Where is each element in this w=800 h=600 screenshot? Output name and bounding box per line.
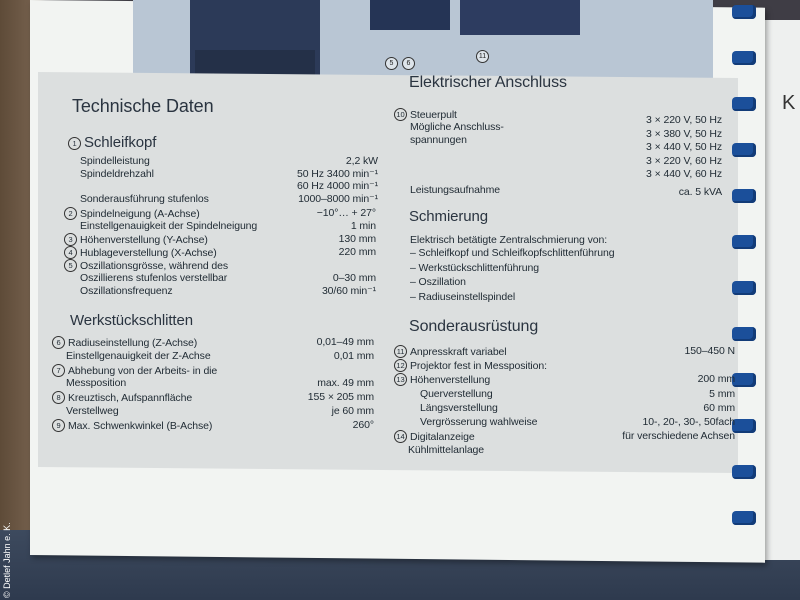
schmierung-item: – Werkstückschlittenführung: [410, 261, 540, 274]
spannung-value: 3 × 440 V, 60 Hz: [646, 168, 722, 180]
steuerpult-line-2: Mögliche Anschluss-: [410, 121, 504, 133]
machine-unit: [370, 0, 450, 30]
werkstueck-item-label: [52, 391, 192, 404]
spec-item-label: [64, 207, 200, 220]
heading-schleifkopf: [68, 134, 156, 151]
label-text: Längsverstellung: [420, 401, 498, 414]
sonder-item-label: [394, 345, 507, 358]
werkstueck-item-label: [52, 336, 197, 349]
binding-ring: [732, 189, 756, 203]
sonder-item-value: für verschiedene Achsen: [622, 430, 735, 443]
werkstueck-item-label: [66, 405, 119, 417]
section-title-technische-daten: Technische Daten: [72, 96, 214, 116]
label-text: Projektor fest in Messposition:: [410, 360, 547, 373]
spec-item-value: 220 mm: [338, 246, 376, 258]
label-text: Spindeldrehzahl: [80, 167, 154, 180]
item-number: 9: [52, 419, 65, 432]
label-text: Spindelleistung: [80, 155, 150, 167]
schmierung-item: – Schleifkopf und Schleifkopfschlittenführung: [410, 247, 615, 259]
label-text: Oszillierens stufenlos verstellbar: [80, 272, 228, 284]
binding-ring: [732, 511, 756, 525]
spec-item-value: −10°… + 27°: [316, 207, 376, 219]
sonder-item-label: [420, 416, 537, 428]
schmierung-item: – Radiuseinstellspindel: [410, 290, 516, 303]
label-text: Sonderausführung stufenlos: [80, 192, 209, 205]
steuerpult-line: Steuerpult: [410, 109, 457, 121]
schleifkopf-row-value: 2,2 kW: [345, 155, 378, 167]
schleifkopf-row-value: 1000–8000 min⁻¹: [298, 192, 378, 205]
label-text: Messposition: [66, 377, 127, 390]
spannung-value: 3 × 380 V, 50 Hz: [646, 127, 722, 140]
label-text: Höhenverstellung (Y-Achse): [80, 234, 208, 246]
spec-item-label: [80, 220, 257, 232]
label-text: Spindelneigung (A-Achse): [80, 208, 200, 220]
binding-ring: [732, 465, 756, 479]
label-text: Oszillationsgrösse, während des: [80, 260, 229, 272]
binding-ring: [732, 143, 756, 157]
spec-item-label: [64, 246, 217, 259]
werkstueck-item-value: 0,01 mm: [333, 349, 374, 362]
schleifkopf-row-value: 50 Hz 3400 min⁻¹: [297, 167, 378, 180]
label-text: Kreuztisch, Aufspannfläche: [68, 392, 193, 405]
label-text: Hublageverstellung (X-Achse): [80, 247, 217, 259]
label-text: Einstellgenauigkeit der Spindelneigung: [80, 220, 258, 232]
spec-item-label: [80, 272, 227, 284]
item-number: 5: [64, 259, 77, 272]
sonder-item-label: [394, 373, 490, 386]
label-text: Anpresskraft variabel: [410, 346, 507, 358]
item-number: 3: [64, 233, 77, 246]
photo-callout-11: 11: [476, 50, 489, 63]
sonder-item-value: 10-, 20-, 30-, 50fach: [642, 416, 735, 428]
label-text: Höhenverstellung: [410, 374, 491, 387]
next-page-letter: K: [782, 92, 796, 114]
sonder-item-label: [420, 402, 498, 414]
sonder-item-value: 5 mm: [709, 387, 735, 400]
leistung-value: ca. 5 kVA: [678, 186, 722, 198]
werkstueck-item-label: [52, 419, 212, 432]
steuerpult-line-3: spannungen: [410, 134, 467, 146]
spec-item-label: [64, 233, 208, 246]
spiral-binding: [728, 0, 758, 560]
binding-ring: [732, 419, 756, 433]
werkstueck-item-value: 0,01–49 mm: [316, 336, 374, 348]
sonder-item-label: [408, 444, 484, 456]
item-number: 6: [52, 336, 65, 349]
schleifkopf-row-label: [80, 168, 154, 180]
binding-ring: [732, 51, 756, 65]
heading-text: Schleifkopf: [84, 134, 157, 151]
werkstueck-item-value: 260°: [352, 418, 374, 431]
item-number: 11: [394, 345, 407, 358]
schleifkopf-row-value: 60 Hz 4000 min⁻¹: [297, 180, 378, 192]
steuerpult-label: [394, 108, 457, 121]
heading-schmierung: Schmierung: [409, 208, 489, 225]
werkstueck-item-value: 155 × 205 mm: [307, 391, 374, 404]
binding-ring: [732, 281, 756, 295]
label-text: Verstellweg: [66, 405, 119, 417]
sonder-item-label: [394, 430, 475, 443]
label-text: Oszillationsfrequenz: [80, 285, 173, 297]
spannung-value: 3 × 440 V, 50 Hz: [646, 141, 722, 153]
werkstueck-item-label: [66, 377, 126, 389]
photo-callout-5: 5: [385, 57, 398, 70]
label-text: Vergrösserung wahlweise: [420, 416, 538, 428]
label-text: Abhebung von der Arbeits- in die: [68, 364, 218, 377]
sonder-item-value: 60 mm: [703, 401, 735, 414]
heading-sonderausruestung: Sonderausrüstung: [409, 318, 539, 335]
label-text: Querverstellung: [420, 387, 493, 400]
spec-item-value: 0–30 mm: [332, 272, 376, 284]
spec-item-label: [64, 259, 228, 272]
schleifkopf-row-label: [80, 193, 209, 205]
spec-item-value: 130 mm: [338, 233, 376, 245]
item-number: 7: [52, 364, 65, 377]
schmierung-item: – Oszillation: [410, 276, 466, 288]
werkstueck-item-label: [52, 364, 217, 377]
item-number: 4: [64, 246, 77, 259]
item-number: 1: [68, 137, 81, 150]
schmierung-intro: Elektrisch betätigte Zentralschmierung von:: [410, 234, 608, 246]
binding-ring: [732, 5, 756, 19]
item-number: 13: [394, 373, 407, 386]
binding-ring: [732, 373, 756, 387]
spec-item-value: 1 min: [350, 220, 376, 232]
sonder-item-value: 200 mm: [697, 373, 735, 386]
item-number: 10: [394, 108, 407, 121]
item-number: 8: [52, 391, 65, 404]
item-number: 12: [394, 359, 407, 372]
sonder-item-label: [420, 388, 493, 400]
binding-ring: [732, 97, 756, 111]
werkstueck-item-value: max. 49 mm: [317, 377, 374, 390]
machine-head: [460, 0, 580, 35]
sonder-item-label: [394, 359, 547, 372]
heading-elektrischer-anschluss: Elektrischer Anschluss: [409, 74, 567, 91]
binding-ring: [732, 235, 756, 249]
copyright-watermark: © Detlef Jahn e. K.: [2, 522, 12, 598]
item-number: 2: [64, 207, 77, 220]
machine-base: [195, 50, 315, 75]
spannung-value: 3 × 220 V, 50 Hz: [646, 114, 722, 126]
photo-callout-6: 6: [402, 57, 415, 70]
binding-ring: [732, 327, 756, 341]
spec-item-value: 30/60 min⁻¹: [321, 285, 376, 297]
spec-item-label: [80, 285, 173, 297]
leistung-label: Leistungsaufnahme: [410, 184, 500, 196]
item-number: 14: [394, 430, 407, 443]
label-text: Einstellgenauigkeit der Z-Achse: [66, 349, 211, 362]
werkstueck-item-label: [66, 350, 211, 362]
werkstueck-item-value: je 60 mm: [331, 405, 374, 417]
label-text: Radiuseinstellung (Z-Achse): [68, 337, 198, 349]
label-text: Kühlmittelanlage: [408, 444, 485, 457]
schleifkopf-row-label: [80, 155, 150, 167]
sonder-item-value: 150–450 N: [684, 345, 735, 357]
spannung-value: 3 × 220 V, 60 Hz: [646, 154, 722, 167]
label-text: Digitalanzeige: [410, 431, 475, 444]
heading-werkstueckschlitten: Werkstückschlitten: [70, 312, 193, 329]
label-text: Max. Schwenkwinkel (B-Achse): [68, 419, 213, 432]
